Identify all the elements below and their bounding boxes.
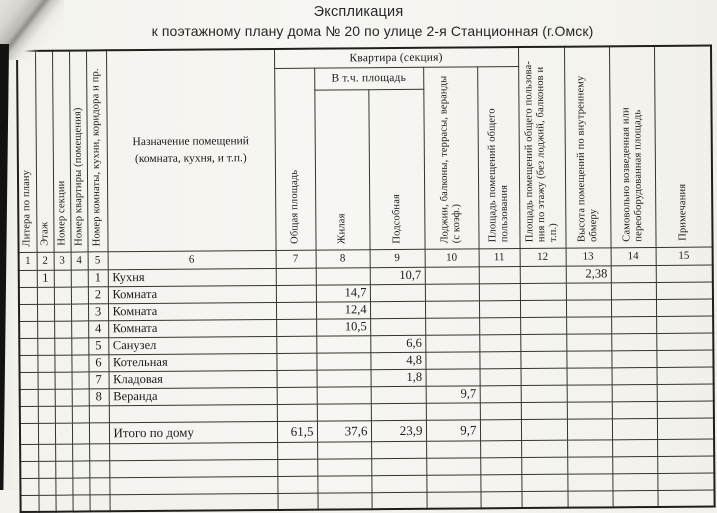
table-cell [71, 303, 88, 320]
table-cell: 37,6 [317, 420, 371, 441]
explication-table-wrap [16, 45, 716, 513]
table-cell [567, 367, 612, 384]
column-number: 14 [611, 247, 656, 265]
table-cell [657, 473, 714, 490]
table-cell [657, 418, 714, 439]
table-cell [657, 456, 714, 473]
table-cell [370, 301, 425, 318]
table-cell [479, 266, 520, 283]
table-cell [109, 476, 277, 494]
table-cell [612, 490, 657, 507]
table-cell [316, 335, 370, 352]
col-header-nomer-komnaty [86, 50, 108, 251]
table-cell [371, 492, 426, 509]
table-cell [277, 459, 317, 476]
table-body [19, 265, 715, 512]
table-cell [71, 269, 88, 286]
col-header-ploshchad-obshchego-polzovaniya [477, 66, 519, 248]
table-cell [656, 282, 713, 299]
col-header-lodzhii-balkony [423, 66, 478, 248]
table-cell: Итого по дому [109, 421, 277, 443]
column-number: 11 [479, 248, 520, 266]
table-cell [520, 317, 566, 334]
table-cell [20, 423, 38, 444]
table-cell [277, 370, 317, 387]
table-cell [55, 389, 72, 406]
table-cell: 1 [37, 270, 54, 287]
table-cell [72, 443, 89, 460]
table-cell [426, 474, 480, 491]
table-cell [612, 473, 657, 490]
table-cell [89, 422, 109, 443]
table-cell [19, 287, 37, 304]
table-cell: 9,7 [426, 385, 480, 402]
subgroup-header-vtch-ploshchad: В т.ч. площадь [314, 67, 423, 90]
scan-edge-artifact [0, 44, 9, 490]
column-number: 13 [566, 247, 611, 265]
table-cell [370, 284, 425, 301]
table-cell [521, 385, 567, 402]
table-cell [479, 351, 520, 368]
table-cell: 2,38 [566, 265, 611, 282]
table-cell [72, 460, 89, 477]
table-cell [425, 317, 479, 334]
table-cell [480, 368, 521, 385]
table-cell [657, 439, 714, 456]
table-cell [109, 404, 277, 422]
table-cell [520, 351, 566, 368]
col-header-label: Лоджии, балконы, террасы, веранды (с коэф.) [438, 75, 463, 244]
table-cell: Комната [108, 302, 276, 320]
table-cell: 1,8 [371, 369, 426, 386]
col-header-label: Этаж [38, 222, 51, 247]
table-cell [656, 265, 713, 282]
column-number: 3 [54, 252, 71, 270]
table-cell [657, 384, 714, 401]
table-cell [38, 495, 55, 512]
table-cell [656, 350, 713, 367]
table-cell [20, 444, 38, 461]
table-cell [55, 444, 72, 461]
table-cell [520, 266, 566, 283]
col-header-label: Литера по плану [21, 169, 33, 247]
table-cell [276, 319, 316, 336]
table-cell [480, 457, 521, 474]
table-cell [317, 386, 371, 403]
col-header-naznachenie [106, 49, 276, 251]
table-cell [567, 418, 612, 439]
table-cell [316, 352, 370, 369]
column-number: 5 [88, 251, 108, 269]
table-cell [71, 286, 88, 303]
table-cell [521, 491, 567, 508]
col-header-label: Номер комнаты, кухни, коридора и пр. [90, 67, 103, 246]
table-cell [38, 372, 55, 389]
title-block [0, 4, 717, 39]
table-cell [317, 369, 371, 386]
table-cell [425, 283, 479, 300]
table-cell [37, 338, 54, 355]
table-cell: 4,8 [370, 352, 425, 369]
table-cell [109, 442, 277, 460]
table-cell [520, 300, 566, 317]
table-cell [317, 492, 371, 509]
table-cell [656, 316, 713, 333]
table-cell [20, 372, 38, 389]
table-cell [611, 282, 656, 299]
table-cell [19, 338, 37, 355]
table-cell [480, 491, 521, 508]
col-header-label: Номер секции [55, 181, 68, 247]
col-header-label: Высота помещений по внутреннему обмеру [574, 75, 600, 243]
table-cell: Комната [108, 319, 276, 337]
table-cell [480, 402, 521, 419]
table-cell [656, 333, 713, 350]
table-cell [425, 266, 479, 283]
table-cell [38, 478, 55, 495]
table-cell [55, 478, 72, 495]
col-header-label: Жилая [336, 213, 348, 244]
table-cell [19, 355, 37, 372]
table-cell [426, 368, 480, 385]
table-cell [370, 318, 425, 335]
table-cell [479, 317, 520, 334]
table-cell [19, 321, 37, 338]
table-cell [521, 419, 567, 440]
table-cell [72, 477, 89, 494]
table-cell [520, 283, 566, 300]
table-cell [316, 267, 370, 284]
col-header-ploshchad-po-etazhu [518, 47, 566, 248]
table-cell [479, 334, 520, 351]
document-subtitle: к поэтажному плану дома № 20 по улице 2-я Станционная (г.Омск) [151, 23, 594, 39]
table-cell: Веранда [109, 387, 277, 405]
col-header-nomer-sektsii [52, 51, 71, 252]
table-cell [521, 440, 567, 457]
table-cell [277, 493, 317, 510]
table-cell [371, 403, 426, 420]
table-cell [425, 351, 479, 368]
table-cell [480, 474, 521, 491]
table-cell [89, 405, 109, 422]
table-cell [38, 461, 55, 478]
table-cell [89, 494, 109, 511]
table-cell [317, 403, 371, 420]
table-cell [611, 316, 656, 333]
table-cell [371, 458, 426, 475]
table-cell [611, 299, 656, 316]
table-cell [521, 474, 567, 491]
table-cell: 3 [88, 303, 108, 320]
table-cell [37, 304, 54, 321]
col-header-podsobnaya [368, 89, 424, 249]
table-cell [567, 456, 612, 473]
table-cell [277, 387, 317, 404]
table-cell [20, 495, 38, 512]
table-cell: 2 [88, 286, 108, 303]
table-cell [612, 456, 657, 473]
table-cell [20, 478, 38, 495]
table-cell: Кухня [108, 268, 276, 286]
table-cell [277, 442, 317, 459]
table-cell [55, 461, 72, 478]
table-cell [566, 333, 611, 350]
table-cell [37, 355, 54, 372]
col-header-etazh [35, 51, 54, 252]
table-cell [55, 495, 72, 512]
table-cell [54, 287, 71, 304]
table-cell: 14,7 [316, 284, 370, 301]
col-header-label: Общая площадь [289, 170, 301, 245]
table-cell [72, 388, 89, 405]
table-cell [657, 401, 714, 418]
table-cell [71, 320, 88, 337]
table-cell: 23,9 [371, 420, 426, 441]
col-header-nomer-kvartiry [69, 50, 88, 251]
col-header-zhilaya [314, 89, 369, 249]
table-cell [277, 404, 317, 421]
table-cell [566, 316, 611, 333]
table-cell: Комната [108, 285, 276, 303]
table-cell: 6 [88, 354, 108, 371]
column-number: 8 [316, 249, 370, 267]
table-cell: 61,5 [277, 421, 317, 442]
table-cell [276, 353, 316, 370]
table-cell [656, 299, 713, 316]
col-header-label: Назначение помещений (комната, кухня, и т.п.) [132, 134, 249, 165]
table-cell [37, 321, 54, 338]
table-cell [72, 422, 89, 443]
table-cell [612, 418, 657, 439]
table-cell [38, 389, 55, 406]
table-cell [612, 401, 657, 418]
table-cell: 6,6 [370, 335, 425, 352]
table-cell [55, 423, 72, 444]
table-cell [426, 491, 480, 508]
document-title: Экспликация [313, 4, 404, 20]
table-cell [566, 299, 611, 316]
table-cell [521, 457, 567, 474]
table-cell [566, 282, 611, 299]
table-cell [89, 460, 109, 477]
table-cell [276, 336, 316, 353]
table-cell [19, 304, 37, 321]
table-cell [480, 385, 521, 402]
table-cell [371, 386, 426, 403]
column-number: 1 [19, 252, 37, 270]
column-number: 12 [520, 248, 566, 266]
col-header-samovolno-vozvedennaya [609, 46, 656, 247]
table-cell [38, 406, 55, 423]
table-cell: 8 [89, 388, 109, 405]
table-cell [520, 334, 566, 351]
table-cell [71, 354, 88, 371]
table-cell [54, 270, 71, 287]
table-cell [317, 475, 371, 492]
table-cell [276, 302, 316, 319]
table-cell [54, 355, 71, 372]
table-cell [276, 285, 316, 302]
table-cell [657, 490, 714, 507]
table-cell [20, 389, 38, 406]
table-cell [521, 368, 567, 385]
table-cell [425, 300, 479, 317]
column-number: 6 [108, 250, 276, 269]
table-cell [521, 402, 567, 419]
table-cell [426, 402, 480, 419]
table-cell [612, 439, 657, 456]
table-cell [479, 283, 520, 300]
col-header-label: Номер квартиры (помещения) [72, 107, 85, 247]
table-cell: 7 [89, 371, 109, 388]
table-cell: Котельная [108, 353, 276, 371]
table-cell [426, 457, 480, 474]
table-cell [612, 384, 657, 401]
column-number: 2 [37, 252, 54, 270]
col-header-primechaniya [654, 46, 713, 247]
table-cell [480, 419, 521, 440]
table-cell [567, 473, 612, 490]
table-cell [89, 477, 109, 494]
table-cell [72, 494, 89, 511]
table-cell: Санузел [108, 336, 276, 354]
column-number: 9 [370, 249, 425, 267]
table-cell [611, 350, 656, 367]
explication-table [16, 45, 716, 513]
table-cell [109, 459, 277, 477]
table-cell [426, 440, 480, 457]
table-cell [109, 493, 277, 511]
table-cell [567, 401, 612, 418]
col-header-label: Площадь помещений общего пользова- ния по этажу (без лоджий, балконов и т.п.) [523, 61, 560, 243]
table-cell [425, 334, 479, 351]
table-cell [38, 444, 55, 461]
table-cell [657, 367, 714, 384]
table-cell: 9,7 [426, 419, 480, 440]
table-cell [20, 406, 38, 423]
table-cell [567, 439, 612, 456]
table-cell [371, 441, 426, 458]
group-header-kvartira: Квартира (секция) [274, 47, 518, 68]
table-cell: 5 [88, 337, 108, 354]
col-header-vysota-pomeshcheniy [564, 46, 611, 247]
col-header-label: Подсобная [390, 193, 403, 244]
col-header-label: Площадь помещений общего пользования [486, 108, 511, 243]
table-cell [55, 406, 72, 423]
table-cell [567, 490, 612, 507]
table-cell [611, 333, 656, 350]
col-header-obshchaya-ploshchad [274, 68, 315, 250]
table-cell [37, 287, 54, 304]
column-number: 10 [425, 248, 479, 266]
table-cell: Кладовая [109, 370, 277, 388]
table-cell: 10,5 [316, 318, 370, 335]
table-cell: 1 [88, 269, 108, 286]
column-number: 7 [276, 250, 316, 268]
column-number: 4 [71, 251, 88, 269]
table-cell [277, 476, 317, 493]
column-number: 15 [656, 247, 713, 265]
table-cell [89, 443, 109, 460]
table-cell [71, 337, 88, 354]
table-cell [72, 405, 89, 422]
table-cell [567, 384, 612, 401]
table-cell [72, 371, 89, 388]
table-cell [19, 270, 37, 287]
table-cell: 4 [88, 320, 108, 337]
table-cell [38, 423, 55, 444]
table-cell [611, 265, 656, 282]
col-header-label: Самовольно возведенная или переоборудованная площадь [620, 107, 645, 242]
table-cell: 12,4 [316, 301, 370, 318]
table-cell [480, 440, 521, 457]
table-cell [55, 372, 72, 389]
table-cell [317, 441, 371, 458]
table-cell [54, 321, 71, 338]
table-cell [276, 268, 316, 285]
col-header-label: Примечания [677, 184, 689, 242]
table-cell [54, 304, 71, 321]
table-cell [566, 350, 611, 367]
table-cell: 10,7 [370, 267, 425, 284]
col-header-litera-po-planu [17, 51, 37, 252]
table-cell [317, 458, 371, 475]
table-cell [612, 367, 657, 384]
table-cell [479, 300, 520, 317]
table-cell [54, 338, 71, 355]
table-cell [20, 461, 38, 478]
